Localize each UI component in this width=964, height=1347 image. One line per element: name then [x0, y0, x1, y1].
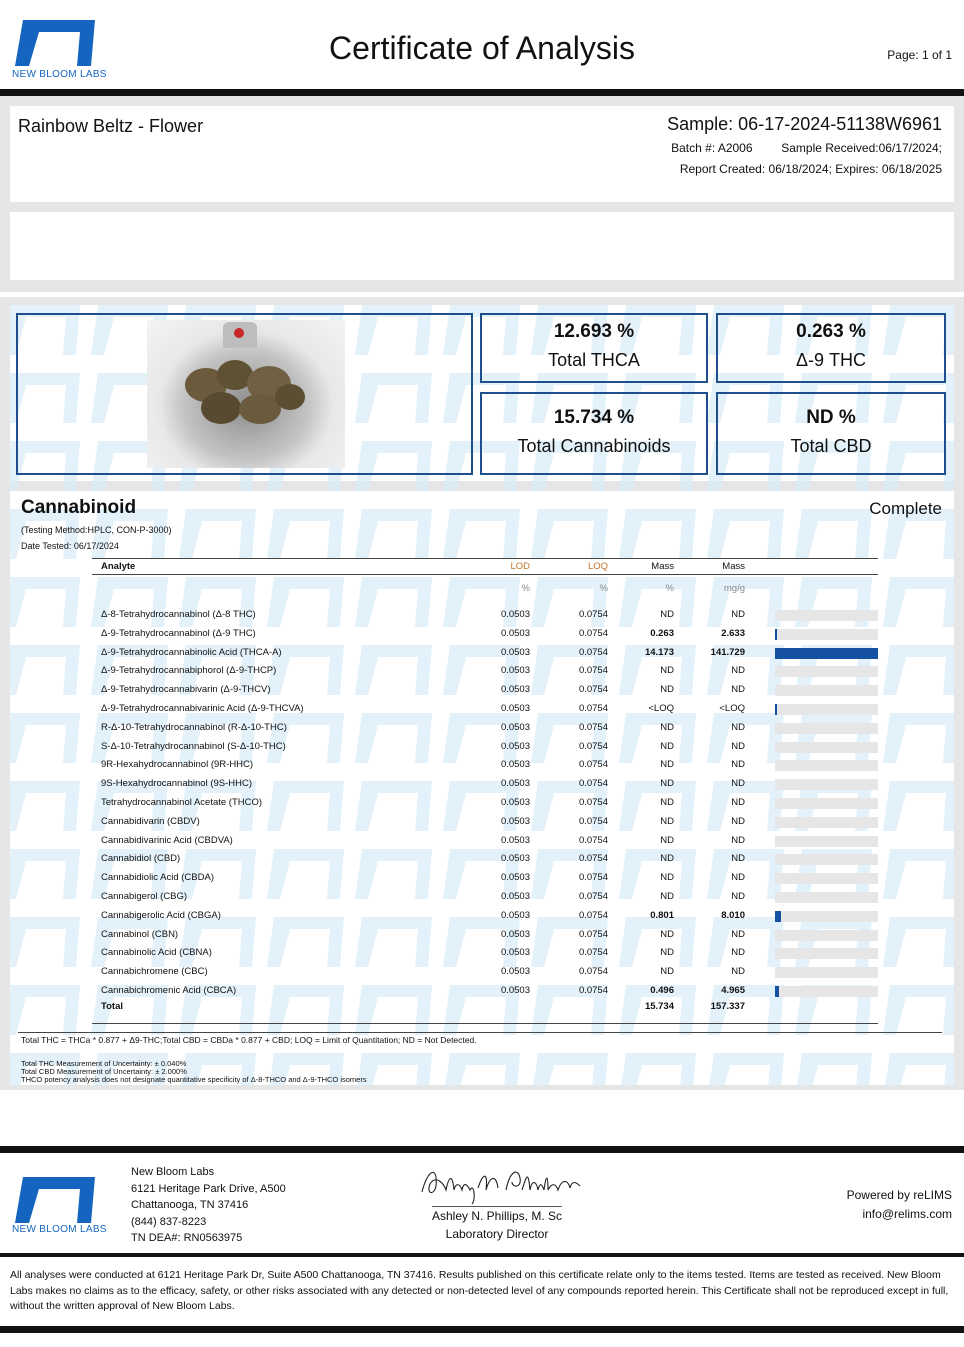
footer-logo [0, 1160, 120, 1240]
lod-value: 0.0503 [500, 928, 530, 940]
loq-value: 0.0754 [578, 928, 608, 940]
disclaimer: All analyses were conducted at 6121 Heritage Park Dr, Suite A500 Chattanooga, TN 37416. Results published on this certificate relate only to the items tested. Items are tested as received. New Bloom Labs makes no claims as to the efficacy, safety, or other risks associated with any detected or non-detected level of any compounds reported herein. This Certificate shall not be reproduced except in full, without the written approval of New Bloom Labs. [10, 1269, 949, 1312]
mass-pct-value: ND [660, 966, 674, 978]
loq-value: 0.0754 [578, 834, 608, 846]
result-bar-track [775, 854, 878, 865]
bud [201, 392, 241, 424]
address-line: TN DEA#: RN0563975 [131, 1232, 243, 1244]
footer-logo-text: NEW BLOOM LABS [12, 1224, 107, 1235]
date-tested: Date Tested: 06/17/2024 [21, 541, 119, 551]
mass-pct-value: ND [660, 609, 674, 620]
section-title: Cannabinoid [21, 497, 137, 518]
analyte-name: Cannabidiolic Acid (CBDA) [101, 872, 214, 884]
result-bar-track [775, 629, 878, 640]
mass-mg-value: ND [731, 947, 745, 959]
mass-pct-value: ND [660, 947, 674, 959]
loq-value: 0.0754 [578, 740, 608, 752]
notes-rule [18, 1032, 942, 1033]
total-thca-label: Total THCA [548, 350, 640, 370]
analyte-name: 9R-Hexahydrocannabinol (9R-HHC) [101, 759, 254, 771]
mass-mg-value: ND [731, 609, 745, 620]
page-title: Certificate of Analysis [329, 30, 635, 66]
result-bar-track [775, 723, 878, 734]
mass-pct-value: ND [660, 815, 674, 827]
analyte-name: R-Δ-10-Tetrahydrocannabinol (R-Δ-10-THC) [101, 721, 287, 733]
total-label: Total [101, 1001, 123, 1012]
mass-mg-value: 141.729 [710, 646, 745, 658]
mass-mg-value: ND [731, 740, 745, 752]
total-mg: 157.337 [710, 1001, 745, 1012]
total-thca-value: 12.693 % [553, 321, 635, 342]
loq-value: 0.0754 [578, 909, 608, 921]
mass-mg-value: ND [731, 872, 745, 884]
mass-mg-value: ND [731, 684, 745, 696]
mass-mg-value: ND [731, 797, 745, 808]
col-lod: LOD [510, 561, 530, 572]
address-line: 6121 Heritage Park Drive, A500 [131, 1182, 286, 1195]
result-bar-fill [775, 648, 878, 659]
lod-value: 0.0503 [500, 947, 530, 959]
lod-value: 0.0503 [500, 665, 530, 677]
analyte-name: Cannabigerolic Acid (CBGA) [101, 909, 221, 921]
mass-pct-value: ND [660, 759, 674, 771]
lod-value: 0.0503 [500, 627, 530, 639]
loq-value: 0.0754 [578, 627, 608, 639]
logo-text: NEW BLOOM LABS [12, 69, 107, 80]
unit-lod: % [521, 583, 530, 594]
loq-value: 0.0754 [578, 703, 608, 714]
loq-value: 0.0754 [578, 646, 608, 658]
signer-title: Laboratory Director [445, 1227, 549, 1241]
mass-mg-value: ND [731, 891, 745, 902]
stat-total-cannabinoids [480, 392, 708, 475]
loq-value: 0.0754 [578, 815, 608, 827]
mass-mg-value: ND [731, 853, 745, 865]
total-cannabinoids-value: 15.734 % [553, 407, 635, 428]
analyte-name: Δ-9-Tetrahydrocannabivarinic Acid (Δ-9-THCVA) [101, 703, 304, 714]
lod-value: 0.0503 [500, 684, 530, 696]
thc-uncertainty: Total THC Measurement of Uncertainty: ± 0.040% [21, 1059, 187, 1068]
testing-method: (Testing Method:HPLC, CON-P-3000) [21, 525, 172, 535]
mass-pct-value: ND [660, 684, 674, 696]
mass-pct-value: ND [660, 740, 674, 752]
loq-value: 0.0754 [578, 665, 608, 677]
status-badge: Complete [869, 499, 942, 518]
analyte-name: Δ-9-Tetrahydrocannabinolic Acid (THCA-A) [101, 646, 282, 658]
result-bar-track [775, 760, 878, 771]
analyte-name: Cannabidiol (CBD) [101, 853, 181, 865]
cbd-uncertainty: Total CBD Measurement of Uncertainty: ± 2.000% [21, 1067, 187, 1076]
mass-pct-value: 0.801 [650, 909, 674, 921]
sample-photo [147, 320, 345, 468]
mass-mg-value: 8.010 [721, 909, 745, 921]
lod-value: 0.0503 [500, 872, 530, 884]
lod-value: 0.0503 [500, 834, 530, 846]
mass-mg-value: <LOQ [719, 703, 745, 714]
analyte-name: 9S-Hexahydrocannabinol (9S-HHC) [101, 778, 253, 790]
total-cbd-value: ND % [806, 407, 856, 428]
analyte-name: Cannabichromene (CBC) [101, 966, 208, 978]
analyte-name: Cannabidivarinic Acid (CBDVA) [101, 834, 233, 846]
analyte-name: Cannabigerol (CBG) [101, 891, 188, 902]
lod-value: 0.0503 [500, 909, 530, 921]
batch-received [671, 141, 942, 155]
loq-value: 0.0754 [578, 947, 608, 959]
lod-value: 0.0503 [500, 703, 530, 714]
mass-pct-value: 0.263 [650, 627, 674, 639]
lod-value: 0.0503 [500, 815, 530, 827]
mass-mg-value: 4.965 [721, 985, 745, 996]
result-bar-track [775, 967, 878, 978]
analyte-name: Cannabichromenic Acid (CBCA) [101, 985, 237, 996]
mass-pct-value: ND [660, 928, 674, 940]
loq-value: 0.0754 [578, 872, 608, 884]
d9-thc-label: Δ-9 THC [795, 350, 867, 370]
lod-value: 0.0503 [500, 797, 530, 808]
lod-value: 0.0503 [500, 740, 530, 752]
analyte-name: Cannabinol (CBN) [101, 928, 179, 940]
lod-value: 0.0503 [500, 778, 530, 790]
result-bar-track [775, 610, 878, 621]
col-loq: LOQ [587, 561, 608, 572]
mass-pct-value: ND [660, 797, 674, 808]
product-name: Rainbow Beltz - Flower [18, 116, 204, 136]
result-bar-track [775, 798, 878, 809]
mass-mg-value: ND [731, 815, 745, 827]
address-line: (844) 837-8223 [131, 1215, 207, 1228]
stat-total-cbd [716, 392, 946, 475]
mass-pct-value: ND [660, 872, 674, 884]
loq-value: 0.0754 [578, 684, 608, 696]
loq-value: 0.0754 [578, 778, 608, 790]
total-cbd-label: Total CBD [790, 436, 872, 456]
mass-mg-value: ND [731, 721, 745, 733]
lab-address [131, 1164, 286, 1247]
column-rule [92, 574, 878, 575]
signature-image [414, 1160, 584, 1206]
result-bar-track [775, 930, 878, 941]
result-bar-track [775, 685, 878, 696]
lod-value: 0.0503 [500, 853, 530, 865]
powered-by: Powered by reLIMS [846, 1188, 952, 1202]
loq-value: 0.0754 [578, 609, 608, 620]
sample-received: Sample Received:06/17/2024; [781, 141, 942, 155]
mass-pct-value: ND [660, 778, 674, 790]
result-bar-track [775, 892, 878, 903]
batch-number: Batch #: A2006 [671, 141, 753, 155]
mass-pct-value: 14.173 [644, 646, 674, 658]
mass-pct-value: ND [660, 665, 674, 677]
result-bar-track [775, 779, 878, 790]
mass-mg-value: ND [731, 665, 745, 677]
loq-value: 0.0754 [578, 797, 608, 808]
unit-loq: % [599, 583, 608, 594]
footer-top-bar [0, 1146, 964, 1153]
totals-note: Total THC = THCa * 0.877 + Δ9-THC;Total CBD = CBDa * 0.877 + CBD; LOQ = Limit of Quantitation; ND = Not Detected. [21, 1035, 477, 1045]
result-bar-track [775, 948, 878, 959]
report-dates: Report Created: 06/18/2024; Expires: 06/18/2025 [679, 162, 942, 176]
result-bar-fill [775, 704, 777, 715]
analyte-name: Δ-9-Tetrahydrocannabiphorol (Δ-9-THCP) [101, 665, 277, 677]
address-line: Chattanooga, TN 37416 [131, 1199, 249, 1211]
mass-mg-value: ND [731, 834, 745, 846]
lod-value: 0.0503 [500, 759, 530, 771]
analyte-name: Cannabinolic Acid (CBNA) [101, 947, 212, 959]
signer-name: Ashley N. Phillips, M. Sc [431, 1209, 563, 1223]
result-bar-track [775, 873, 878, 884]
result-bar-fill [775, 911, 781, 922]
lod-value: 0.0503 [500, 966, 530, 978]
result-bar-track [775, 836, 878, 847]
analyte-name: Δ-9-Tetrahydrocannabivarin (Δ-9-THCV) [101, 684, 271, 696]
mass-pct-value: ND [660, 853, 674, 865]
loq-value: 0.0754 [578, 759, 608, 771]
mass-pct-value: ND [660, 891, 674, 902]
lod-value: 0.0503 [500, 721, 530, 733]
loq-value: 0.0754 [578, 985, 608, 996]
result-bar-track [775, 817, 878, 828]
mass-mg-value: ND [731, 759, 745, 771]
header [0, 0, 964, 90]
mass-mg-value: ND [731, 966, 745, 978]
mass-pct-value: ND [660, 834, 674, 846]
page-number: Page: 1 of 1 [887, 48, 952, 62]
mass-mg-value: ND [731, 928, 745, 940]
col-mass-pct: Mass [651, 561, 674, 572]
result-bar-track [775, 704, 878, 715]
footer-mid-bar [0, 1253, 964, 1257]
address-line: New Bloom Labs [131, 1166, 215, 1178]
lod-value: 0.0503 [500, 646, 530, 658]
mass-mg-value: ND [731, 778, 745, 790]
result-bar-track [775, 986, 878, 997]
table-bottom-rule [92, 1023, 878, 1024]
tin-marker [234, 328, 244, 338]
new-bloom-labs-logo-icon [14, 1175, 98, 1225]
header-bar [0, 89, 964, 96]
bud [275, 384, 305, 410]
header-rule [92, 558, 878, 559]
lod-value: 0.0503 [500, 891, 530, 902]
col-analyte: Analyte [101, 561, 136, 572]
loq-value: 0.0754 [578, 853, 608, 865]
lod-value: 0.0503 [500, 609, 530, 620]
analyte-name: Cannabidivarin (CBDV) [101, 815, 200, 827]
analyte-name: Tetrahydrocannabinol Acetate (THCO) [101, 797, 263, 808]
analyte-name: Δ-8-Tetrahydrocannabinol (Δ-8 THC) [101, 609, 256, 620]
signature-line [432, 1206, 562, 1207]
mass-pct-value: 0.496 [650, 985, 674, 996]
result-bar-fill [775, 629, 777, 640]
result-bar-track [775, 666, 878, 677]
result-bar-track [775, 742, 878, 753]
contact-email[interactable]: info@relims.com [862, 1207, 952, 1221]
sample-id: Sample: 06-17-2024-51138W6961 [667, 114, 942, 134]
result-bar-track [775, 911, 878, 922]
thco-note: THCO potency analysis does not designate quantitative specificity of Δ-8-THCO and Δ-9-THCO isomers [21, 1075, 367, 1084]
loq-value: 0.0754 [578, 721, 608, 733]
d9-thc-value: 0.263 % [796, 321, 866, 342]
unit-mass-mg: mg/g [723, 583, 745, 594]
unit-mass-pct: % [665, 583, 674, 594]
loq-value: 0.0754 [578, 966, 608, 978]
total-pct: 15.734 [644, 1001, 674, 1012]
result-bar-fill [775, 986, 779, 997]
analyte-name: S-Δ-10-Tetrahydrocannabinol (S-Δ-10-THC) [101, 740, 286, 752]
analyte-name: Δ-9-Tetrahydrocannabinol (Δ-9 THC) [101, 627, 256, 639]
mass-pct-value: ND [660, 721, 674, 733]
mass-pct-value: <LOQ [648, 703, 674, 714]
footer-bottom-bar [0, 1326, 964, 1333]
mass-mg-value: 2.633 [721, 627, 745, 639]
total-cannabinoids-label: Total Cannabinoids [517, 436, 671, 456]
blank-panel [10, 212, 954, 280]
loq-value: 0.0754 [578, 891, 608, 902]
col-mass-mg: Mass [722, 561, 745, 572]
lod-value: 0.0503 [500, 985, 530, 996]
